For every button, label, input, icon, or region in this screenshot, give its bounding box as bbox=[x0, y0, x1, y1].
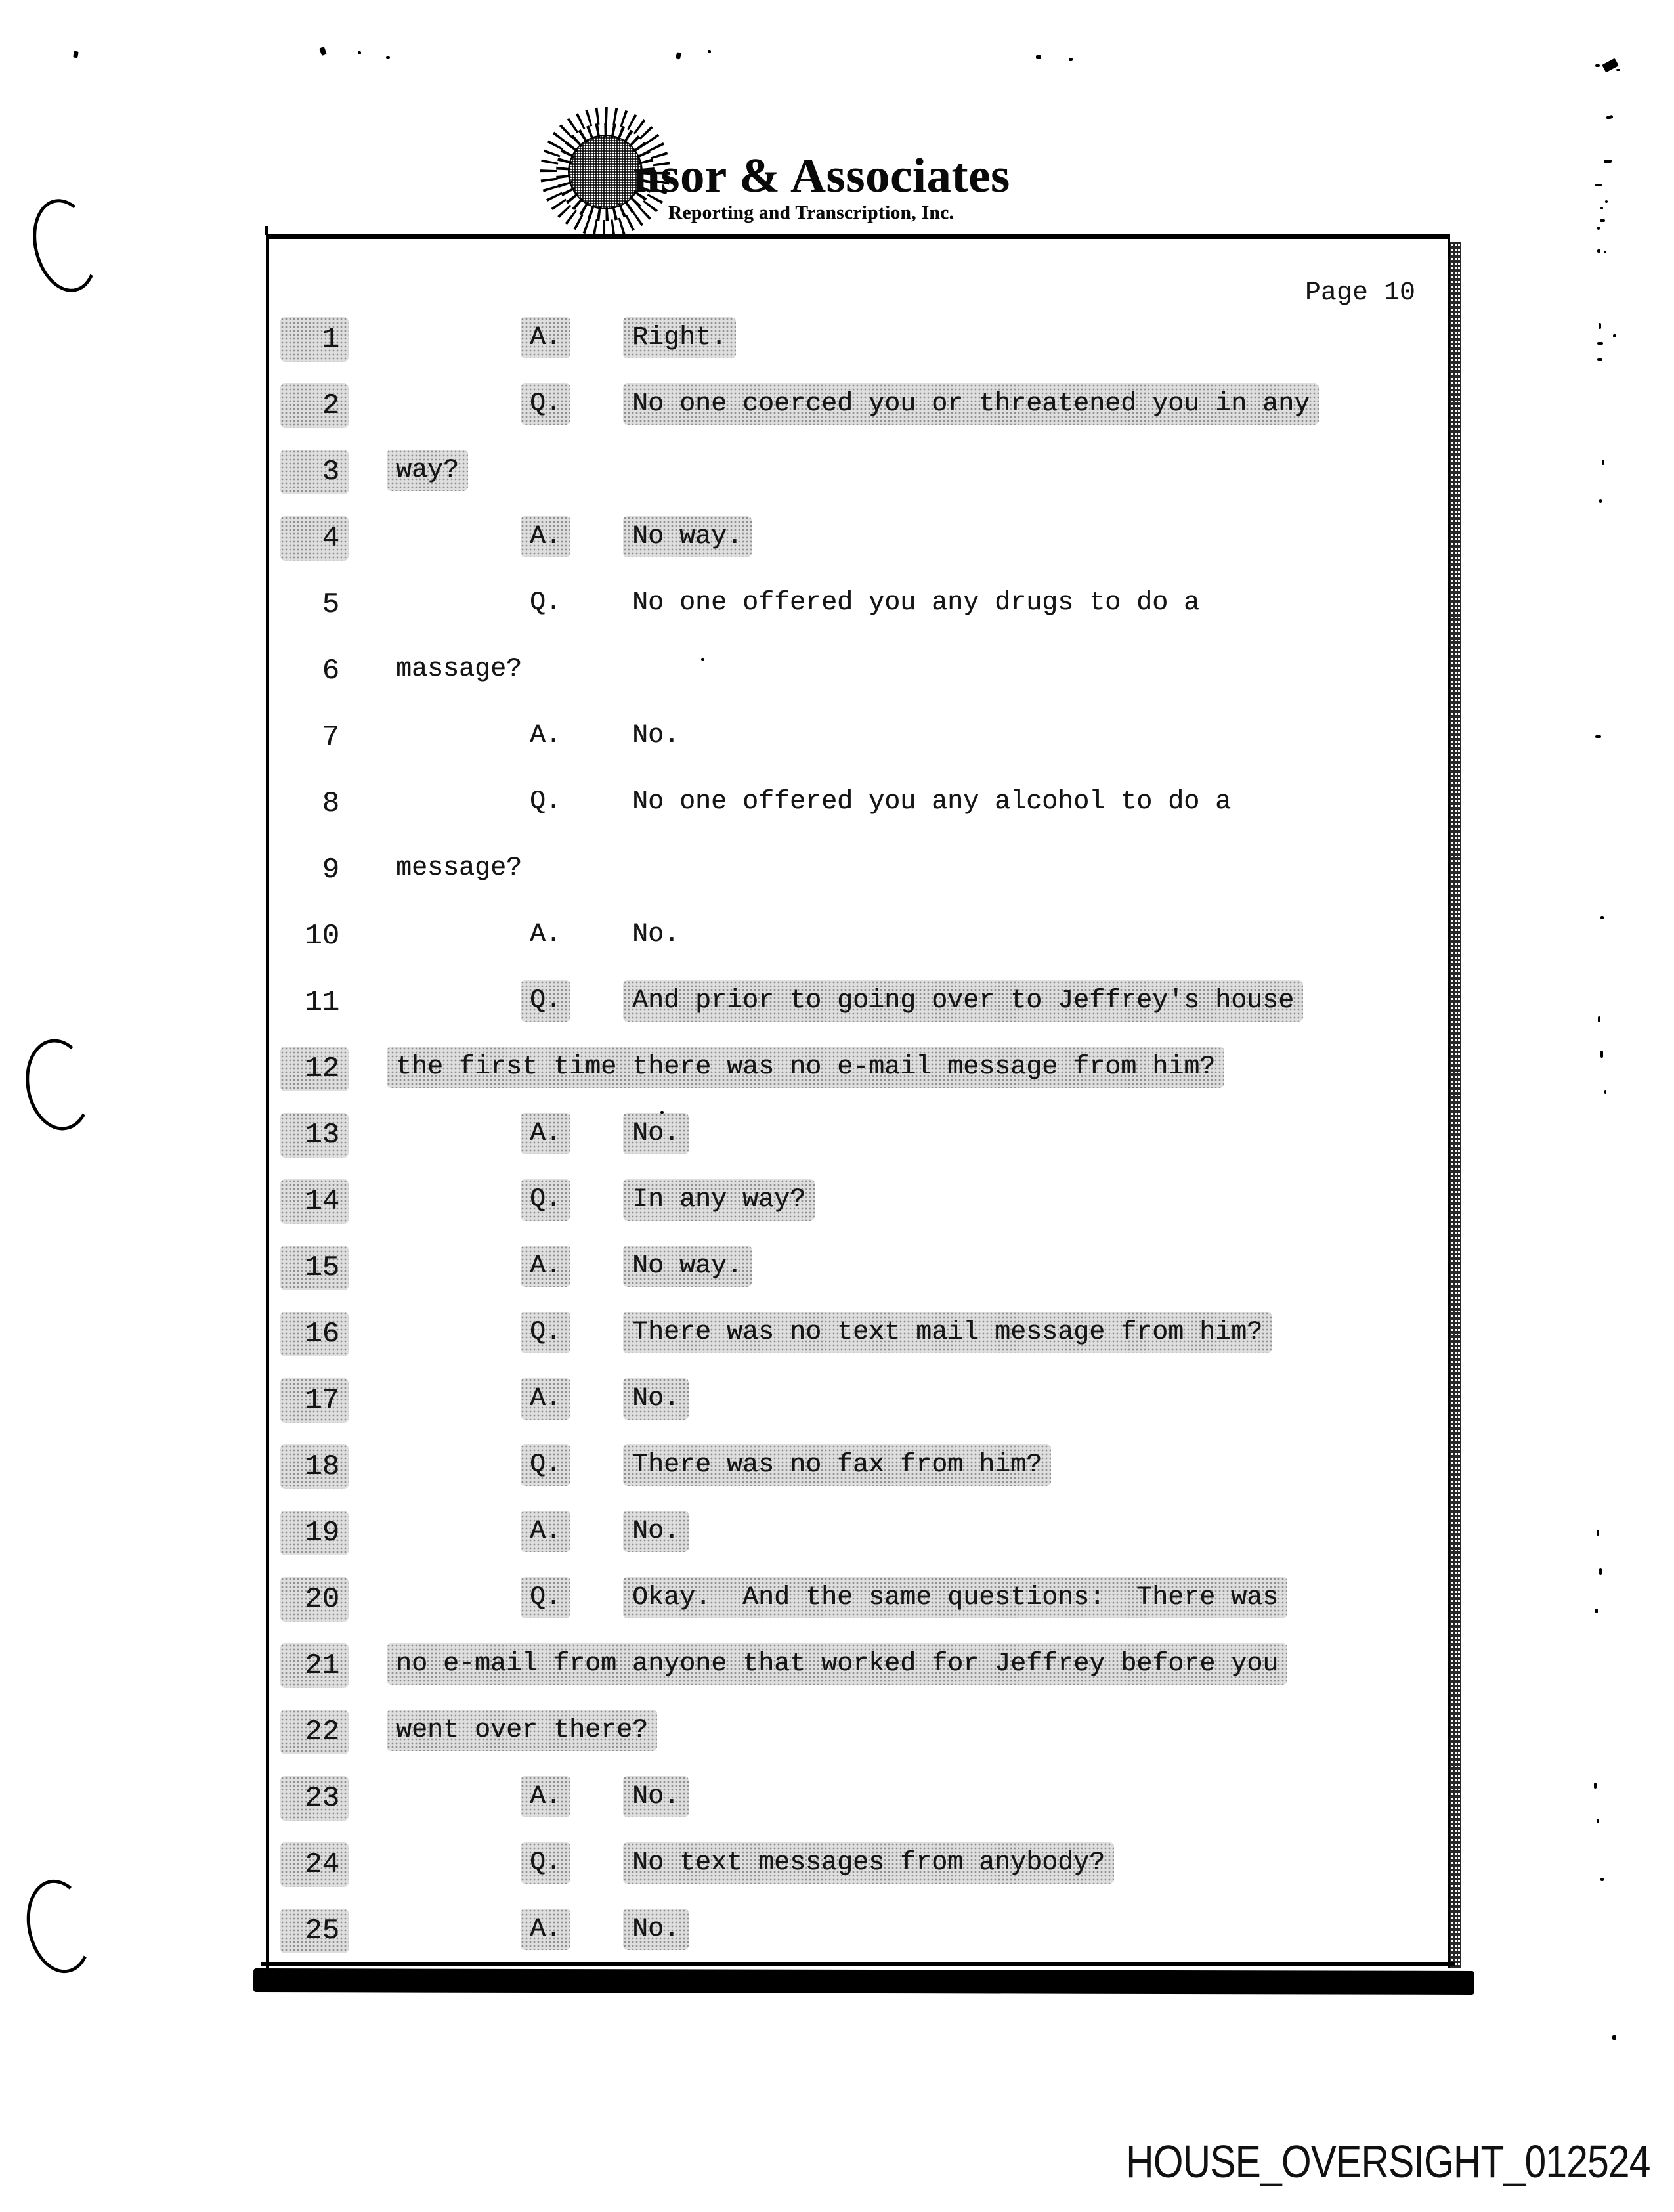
scan-speck bbox=[660, 1111, 664, 1114]
scan-speck bbox=[1595, 735, 1601, 738]
line-number: 4 bbox=[280, 516, 349, 561]
line-number: 17 bbox=[280, 1378, 349, 1423]
scan-speck bbox=[1604, 1090, 1606, 1094]
line-text: No. bbox=[632, 721, 680, 750]
transcript-line bbox=[266, 588, 1461, 629]
scan-speck bbox=[1600, 1878, 1604, 1881]
scan-speck bbox=[1595, 64, 1600, 67]
binder-ring-arc bbox=[18, 1874, 100, 1980]
scan-speck bbox=[1599, 1568, 1602, 1575]
line-text: No one offered you any drugs to do a bbox=[632, 588, 1200, 618]
transcript-line bbox=[266, 323, 1461, 364]
binder-ring-arc bbox=[19, 1034, 98, 1136]
line-text: Okay. And the same questions: There was bbox=[623, 1577, 1287, 1618]
line-number: 25 bbox=[280, 1909, 349, 1953]
line-text: massage? bbox=[396, 655, 523, 684]
speaker-label: Q. bbox=[521, 1179, 570, 1221]
scan-speck bbox=[1606, 115, 1614, 119]
speaker-label: Q. bbox=[521, 1312, 570, 1353]
transcript-line bbox=[266, 1384, 1461, 1425]
speaker-label: A. bbox=[530, 721, 562, 750]
transcript-line bbox=[266, 920, 1461, 961]
speaker-label: A. bbox=[521, 1909, 570, 1950]
line-number: 22 bbox=[280, 1710, 349, 1754]
scan-speck bbox=[319, 47, 327, 56]
line-text: No. bbox=[632, 920, 680, 949]
speaker-label: Q. bbox=[521, 1577, 570, 1618]
transcript-line bbox=[266, 721, 1461, 762]
line-text: There was no fax from him? bbox=[623, 1444, 1051, 1486]
line-number: 23 bbox=[280, 1776, 349, 1821]
scan-speck bbox=[1616, 69, 1620, 71]
transcript-line bbox=[266, 1119, 1461, 1160]
transcript-line bbox=[266, 456, 1461, 496]
transcript-line bbox=[266, 1251, 1461, 1292]
line-number: 24 bbox=[280, 1842, 349, 1887]
scan-speck bbox=[1597, 1530, 1599, 1536]
scan-speck bbox=[358, 51, 361, 54]
transcript-line bbox=[266, 854, 1461, 894]
line-number: 14 bbox=[280, 1179, 349, 1224]
scan-speck bbox=[1600, 219, 1605, 222]
scan-speck bbox=[1597, 358, 1602, 361]
line-number: 2 bbox=[280, 383, 349, 428]
line-text: No. bbox=[623, 1909, 689, 1950]
scan-speck bbox=[1600, 207, 1603, 209]
transcript-line bbox=[266, 1450, 1461, 1491]
scan-speck bbox=[1597, 1819, 1599, 1823]
line-text: In any way? bbox=[623, 1179, 815, 1221]
scan-speck bbox=[1599, 323, 1601, 329]
scan-speck bbox=[1598, 1016, 1600, 1022]
scan-speck bbox=[1600, 916, 1604, 919]
scan-speck bbox=[1600, 1051, 1603, 1058]
line-number: 13 bbox=[280, 1113, 349, 1158]
line-number: 18 bbox=[280, 1444, 349, 1489]
line-text: No way. bbox=[623, 1246, 752, 1287]
scan-speck bbox=[1599, 499, 1602, 503]
line-number: 15 bbox=[280, 1246, 349, 1290]
binder-ring-arc bbox=[24, 192, 106, 299]
speaker-label: Q. bbox=[530, 787, 562, 817]
scan-speck bbox=[1036, 55, 1041, 59]
scan-speck bbox=[1604, 160, 1612, 163]
line-text: went over there? bbox=[387, 1710, 657, 1751]
line-number: 16 bbox=[280, 1312, 349, 1356]
line-number: 9 bbox=[322, 854, 339, 886]
page-number-label: Page 10 bbox=[1305, 278, 1416, 308]
transcript-line bbox=[266, 1052, 1461, 1093]
transcript-line bbox=[266, 1185, 1461, 1226]
scan-speck bbox=[676, 52, 681, 59]
transcript-line bbox=[266, 389, 1461, 430]
line-text: No. bbox=[623, 1776, 689, 1817]
line-text: Right. bbox=[623, 317, 736, 358]
line-number: 10 bbox=[305, 920, 339, 953]
speaker-label: Q. bbox=[521, 980, 570, 1022]
line-text: way? bbox=[387, 450, 468, 491]
speaker-label: A. bbox=[521, 1113, 570, 1154]
scan-speck bbox=[1604, 251, 1606, 253]
transcript-line bbox=[266, 1583, 1461, 1624]
line-number: 19 bbox=[280, 1511, 349, 1555]
line-text: No. bbox=[623, 1511, 689, 1552]
speaker-label: A. bbox=[530, 920, 562, 949]
line-number: 11 bbox=[305, 986, 339, 1019]
scan-speck bbox=[1597, 227, 1600, 230]
speaker-label: Q. bbox=[530, 588, 562, 618]
transcript-line bbox=[266, 1915, 1461, 1955]
line-text: the first time there was no e-mail message from him? bbox=[387, 1047, 1224, 1088]
transcript-rows bbox=[266, 234, 1461, 1967]
speaker-label: A. bbox=[521, 1511, 570, 1552]
scan-speck bbox=[1612, 2035, 1616, 2040]
line-text: And prior to going over to Jeffrey's house bbox=[623, 980, 1303, 1022]
transcript-line bbox=[266, 1318, 1461, 1358]
scan-speck bbox=[1597, 249, 1600, 253]
speaker-label: Q. bbox=[521, 1444, 570, 1486]
speaker-label: Q. bbox=[521, 383, 570, 425]
transcript-line bbox=[266, 1782, 1461, 1823]
speaker-label: A. bbox=[521, 317, 570, 358]
scan-speck bbox=[1605, 200, 1608, 203]
speaker-label: A. bbox=[521, 1246, 570, 1287]
line-number: 12 bbox=[280, 1047, 349, 1091]
line-number: 8 bbox=[322, 787, 339, 820]
line-number: 21 bbox=[280, 1643, 349, 1688]
scan-speck bbox=[1594, 1783, 1597, 1789]
transcript-line bbox=[266, 1716, 1461, 1756]
transcript-line bbox=[266, 522, 1461, 563]
scan-speck bbox=[1613, 334, 1616, 337]
speaker-label: A. bbox=[521, 1378, 570, 1420]
scan-speck bbox=[1069, 58, 1073, 61]
transcript-line bbox=[266, 1517, 1461, 1557]
line-text: No one offered you any alcohol to do a bbox=[632, 787, 1232, 817]
scan-speck bbox=[73, 51, 79, 58]
document-stamp: HOUSE_OVERSIGHT_012524 bbox=[1126, 2136, 1650, 2187]
line-number: 7 bbox=[322, 721, 339, 754]
transcript-line bbox=[266, 787, 1461, 828]
speaker-label: A. bbox=[521, 1776, 570, 1817]
line-number: 20 bbox=[280, 1577, 349, 1622]
speaker-label: Q. bbox=[521, 1842, 570, 1884]
line-text: No text messages from anybody? bbox=[623, 1842, 1114, 1884]
scan-speck bbox=[1597, 342, 1603, 345]
line-text: No. bbox=[623, 1378, 689, 1420]
line-text: There was no text mail message from him? bbox=[623, 1312, 1272, 1353]
scan-speck bbox=[708, 50, 711, 53]
line-text: No one coerced you or threatened you in any bbox=[623, 383, 1319, 425]
scan-speck bbox=[386, 56, 390, 59]
line-text: message? bbox=[396, 854, 523, 883]
line-number: 1 bbox=[280, 317, 349, 362]
line-text: No way. bbox=[623, 516, 752, 557]
line-text: No. bbox=[623, 1113, 689, 1154]
page-bottom-band bbox=[253, 1968, 1474, 1995]
scan-speck bbox=[1595, 184, 1602, 186]
line-number: 3 bbox=[280, 450, 349, 494]
company-subtitle: Reporting and Transcription, Inc. bbox=[668, 202, 955, 223]
transcript-line bbox=[266, 1848, 1461, 1889]
scan-speck bbox=[701, 658, 704, 661]
line-text: no e-mail from anyone that worked for Jeffrey before you bbox=[387, 1643, 1287, 1685]
transcript-line bbox=[266, 986, 1461, 1027]
scan-speck bbox=[1602, 460, 1604, 465]
line-number: 5 bbox=[322, 588, 339, 621]
transcript-line bbox=[266, 1649, 1461, 1690]
line-number: 6 bbox=[322, 655, 339, 687]
speaker-label: A. bbox=[521, 516, 570, 557]
scan-speck bbox=[1595, 1609, 1598, 1613]
company-name: nsor & Associates bbox=[633, 149, 1010, 203]
transcript-line bbox=[266, 655, 1461, 695]
